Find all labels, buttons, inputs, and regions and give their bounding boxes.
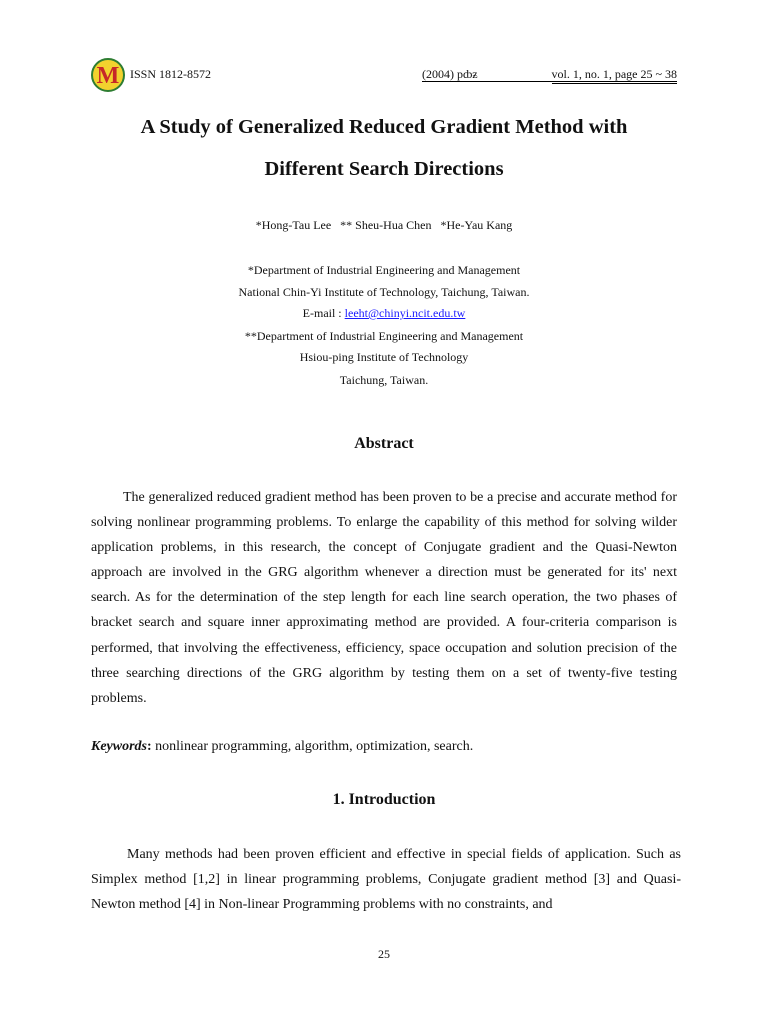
keywords-label: Keywords xyxy=(91,739,147,754)
keywords-separator: : xyxy=(147,739,152,754)
journal-logo xyxy=(91,58,125,92)
svg-text:M: M xyxy=(96,63,120,89)
affiliation-line-4: **Department of Industrial Engineering and Management xyxy=(244,329,524,343)
affiliation-line-1: *Department of Industrial Engineering and Management xyxy=(247,263,521,277)
journal-year: (2004) pȸƶ xyxy=(422,67,478,81)
page-number: 25 xyxy=(378,947,390,961)
abstract-body: The generalized reduced gradient method has been proven to be a precise and accurate method for solving nonlinear programming problems. To enlarge the capability of this method for solving wilder application problems, in this research, the concept of Conjugate gradient and the Quasi-Newton approach are involved in the GRG algorithm whenever a direction must be generated for its' next search. As for the determination of the step length for each line search operation, the two phases of bracket search and square inner approximating method are provided. A four-criteria comparison is performed, that involving the effectiveness, efficiency, space occupation and solution precision of the three searching directions of the GRG algorithm by testing them on a set of twenty-five testing problems. xyxy=(91,490,677,706)
affiliation-line-6: Taichung, Taiwan. xyxy=(339,373,429,387)
email-line xyxy=(60,306,708,321)
author-list: *Hong-Tau Lee ** Sheu-Hua Chen *He-Yau Kang xyxy=(255,218,513,232)
journal-header xyxy=(91,58,677,94)
introduction-body: Many methods had been proven efficient and effective in special fields of application. Such as Simplex method [1,2] in linear programming problems, Conjugate gradient method [3] and Quasi-Newton method [4] in Non-linear Programming problems with no constraints, and xyxy=(91,847,681,913)
issn-number: ISSN 1812-8572 xyxy=(130,67,212,81)
keywords-line xyxy=(91,739,473,755)
email-label: E-mail : xyxy=(302,306,345,320)
introduction-heading: 1. Introduction xyxy=(332,791,436,808)
affiliation-line-2: National Chin-Yi Institute of Technology, Taichung, Taiwan. xyxy=(238,285,530,299)
affiliation-line-5: Hsiou-ping Institute of Technology xyxy=(299,350,469,364)
paper-title-line-2: Different Search Directions xyxy=(264,158,504,180)
abstract-heading: Abstract xyxy=(354,435,414,452)
email-link[interactable]: leeht@chinyi.ncit.edu.tw xyxy=(344,306,466,320)
paper-title-line-1: A Study of Generalized Reduced Gradient Method with xyxy=(140,116,628,138)
volume-info: vol. 1, no. 1, page 25 ~ 38 xyxy=(552,67,677,84)
keywords-text: nonlinear programming, algorithm, optimization, search. xyxy=(151,739,474,754)
